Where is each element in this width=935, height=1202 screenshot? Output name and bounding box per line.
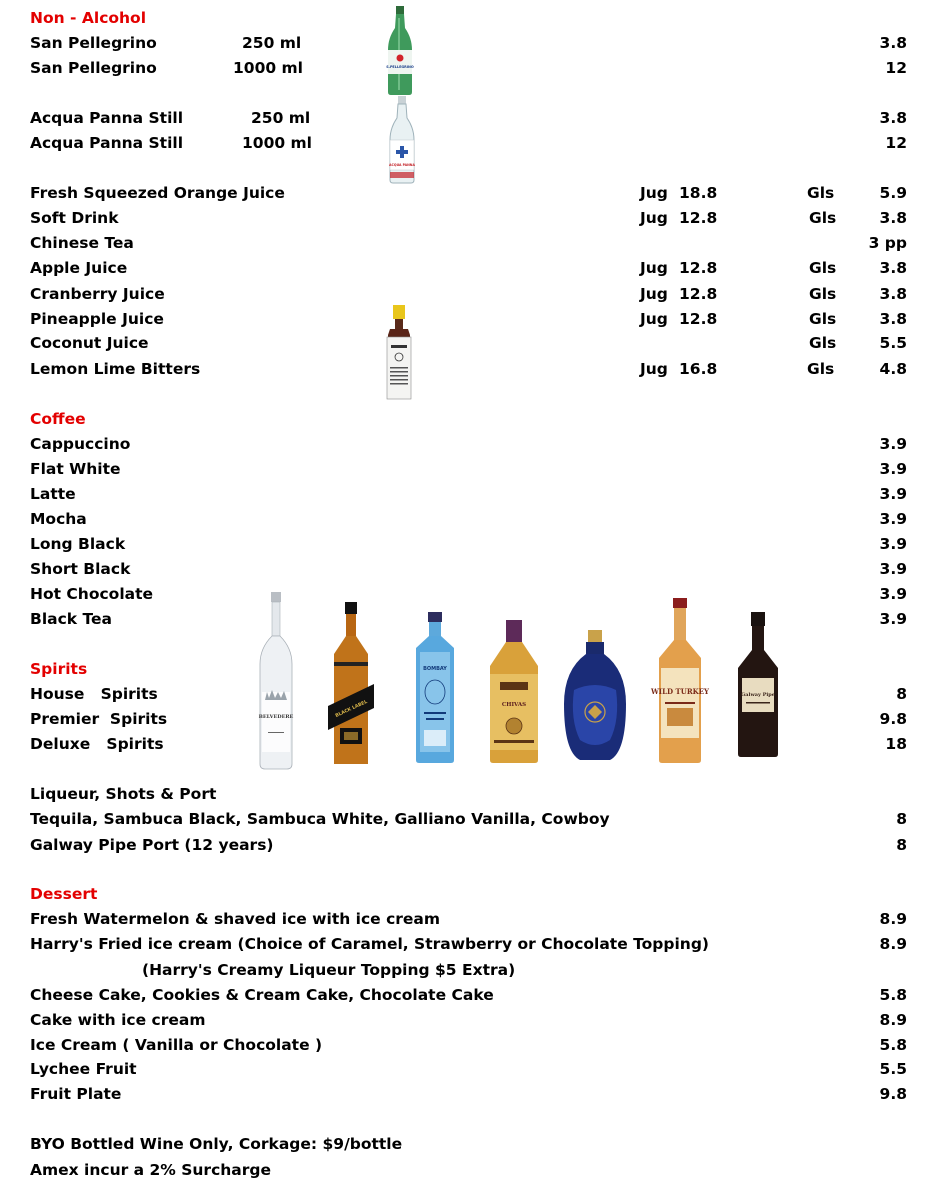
bitters-bottle-image bbox=[384, 305, 414, 401]
item-price: 3.9 bbox=[879, 460, 907, 478]
wild-turkey-bottle-image bbox=[650, 598, 710, 764]
jug-price: 18.8 bbox=[679, 184, 718, 202]
bottle-label-text: BELVEDERE bbox=[258, 714, 294, 720]
item-price: 3.8 bbox=[879, 109, 907, 127]
liqueur-heading: Liqueur, Shots & Port bbox=[30, 785, 217, 803]
item-name: Fresh Watermelon & shaved ice with ice cream bbox=[30, 910, 441, 928]
item-price: 3.9 bbox=[879, 535, 907, 553]
bottle-label-text: BLACK LABEL bbox=[334, 699, 369, 719]
item-price: 5.5 bbox=[879, 334, 907, 352]
item-name: Ice Cream ( Vanilla or Chocolate ) bbox=[30, 1036, 323, 1054]
amex-note: Amex incur a 2% Surcharge bbox=[30, 1161, 272, 1179]
jug-label: Jug bbox=[640, 360, 668, 378]
item-price: 12 bbox=[885, 134, 907, 152]
item-name: Acqua Panna Still bbox=[30, 109, 184, 127]
item-price: 3.9 bbox=[879, 610, 907, 628]
item-name: Pineapple Juice bbox=[30, 310, 164, 328]
bottle-label-text: CHIVAS bbox=[501, 702, 527, 708]
jug-label: Jug bbox=[640, 184, 668, 202]
chivas-regal-bottle-image bbox=[486, 620, 542, 764]
byo-note: BYO Bottled Wine Only, Corkage: $9/bottle bbox=[30, 1135, 403, 1153]
item-name: House Spirits bbox=[30, 685, 158, 703]
item-name: Fruit Plate bbox=[30, 1085, 122, 1103]
jug-label: Jug bbox=[640, 259, 668, 277]
item-name: Lychee Fruit bbox=[30, 1060, 137, 1078]
glass-label: Gls bbox=[809, 259, 837, 277]
item-price: 3.8 bbox=[879, 209, 907, 227]
item-price: 3.9 bbox=[879, 510, 907, 528]
glass-label: Gls bbox=[809, 310, 837, 328]
item-name: Cheese Cake, Cookies & Cream Cake, Chocolate Cake bbox=[30, 986, 494, 1004]
item-price: 3.9 bbox=[879, 585, 907, 603]
dessert-heading: Dessert bbox=[30, 885, 98, 903]
item-name: Cake with ice cream bbox=[30, 1011, 206, 1029]
item-size: 1000 ml bbox=[233, 59, 303, 77]
item-price: 3.8 bbox=[879, 259, 907, 277]
item-name: Coconut Juice bbox=[30, 334, 149, 352]
item-price: 8.9 bbox=[879, 910, 907, 928]
item-name: Latte bbox=[30, 485, 76, 503]
item-price: 5.9 bbox=[879, 184, 907, 202]
item-name: Cranberry Juice bbox=[30, 285, 165, 303]
item-price: 5.5 bbox=[879, 1060, 907, 1078]
item-size: 250 ml bbox=[251, 109, 311, 127]
item-name: Long Black bbox=[30, 535, 126, 553]
jug-price: 12.8 bbox=[679, 285, 718, 303]
item-name: Fresh Squeezed Orange Juice bbox=[30, 184, 285, 202]
item-name: Tequila, Sambuca Black, Sambuca White, Galliano Vanilla, Cowboy bbox=[30, 810, 610, 828]
item-price: 8 bbox=[896, 810, 907, 828]
item-price: 5.8 bbox=[879, 986, 907, 1004]
item-price: 8.9 bbox=[879, 935, 907, 953]
item-name: Apple Juice bbox=[30, 259, 128, 277]
item-price: 9.8 bbox=[879, 710, 907, 728]
jug-price: 12.8 bbox=[679, 209, 718, 227]
item-name: Soft Drink bbox=[30, 209, 119, 227]
item-name: Short Black bbox=[30, 560, 131, 578]
item-price: 8.9 bbox=[879, 1011, 907, 1029]
glass-label: Gls bbox=[809, 285, 837, 303]
san-pellegrino-bottle-image bbox=[384, 6, 416, 96]
item-price: 8 bbox=[896, 836, 907, 854]
item-name: Black Tea bbox=[30, 610, 112, 628]
bottle-label-text: WILD TURKEY bbox=[650, 687, 710, 696]
item-name: Chinese Tea bbox=[30, 234, 134, 252]
item-name: Galway Pipe Port (12 years) bbox=[30, 836, 274, 854]
item-price: 4.8 bbox=[879, 360, 907, 378]
coffee-heading: Coffee bbox=[30, 410, 86, 428]
jug-label: Jug bbox=[640, 209, 668, 227]
royal-salute-bottle-image bbox=[560, 630, 630, 764]
bombay-sapphire-bottle-image bbox=[410, 612, 460, 764]
bottle-label-text: BOMBAY bbox=[423, 666, 447, 672]
belvedere-bottle-image bbox=[256, 592, 296, 770]
item-name: Cappuccino bbox=[30, 435, 131, 453]
black-label-bottle-image bbox=[330, 602, 372, 766]
item-price: 3.8 bbox=[879, 34, 907, 52]
item-price: 9.8 bbox=[879, 1085, 907, 1103]
jug-price: 12.8 bbox=[679, 259, 718, 277]
item-price: 5.8 bbox=[879, 1036, 907, 1054]
glass-label: Gls bbox=[809, 209, 837, 227]
item-name: Flat White bbox=[30, 460, 121, 478]
item-price: 3.8 bbox=[879, 310, 907, 328]
item-price: 3.9 bbox=[879, 560, 907, 578]
jug-label: Jug bbox=[640, 285, 668, 303]
item-price: 12 bbox=[885, 59, 907, 77]
item-name: Lemon Lime Bitters bbox=[30, 360, 201, 378]
item-name: San Pellegrino bbox=[30, 34, 157, 52]
item-name: Harry's Fried ice cream (Choice of Caramel, Strawberry or Chocolate Topping) bbox=[30, 935, 709, 953]
bottle-label-text: S.PELLEGRINO bbox=[386, 65, 414, 69]
item-name: Premier Spirits bbox=[30, 710, 168, 728]
glass-label: Gls bbox=[807, 184, 835, 202]
dessert-note: (Harry's Creamy Liqueur Topping $5 Extra) bbox=[142, 961, 516, 979]
jug-price: 12.8 bbox=[679, 310, 718, 328]
glass-label: Gls bbox=[807, 360, 835, 378]
item-price: 3.9 bbox=[879, 435, 907, 453]
item-price: 18 bbox=[885, 735, 907, 753]
glass-label: Gls bbox=[809, 334, 837, 352]
item-name: San Pellegrino bbox=[30, 59, 157, 77]
item-price: 3.8 bbox=[879, 285, 907, 303]
galway-pipe-port-bottle-image bbox=[734, 612, 782, 758]
item-name: Hot Chocolate bbox=[30, 585, 154, 603]
item-price: 3 pp bbox=[868, 234, 907, 252]
item-size: 1000 ml bbox=[242, 134, 312, 152]
item-price: 3.9 bbox=[879, 485, 907, 503]
jug-label: Jug bbox=[640, 310, 668, 328]
item-price: 8 bbox=[896, 685, 907, 703]
spirits-heading: Spirits bbox=[30, 660, 88, 678]
non-alcohol-heading: Non - Alcohol bbox=[30, 9, 147, 27]
jug-price: 16.8 bbox=[679, 360, 718, 378]
bottle-label-text: ACQUA PANNA bbox=[389, 163, 415, 167]
bottle-label-text: Galway Pipe bbox=[741, 692, 775, 698]
item-name: Mocha bbox=[30, 510, 87, 528]
item-size: 250 ml bbox=[242, 34, 302, 52]
acqua-panna-bottle-image bbox=[386, 96, 418, 184]
item-name: Acqua Panna Still bbox=[30, 134, 184, 152]
item-name: Deluxe Spirits bbox=[30, 735, 164, 753]
